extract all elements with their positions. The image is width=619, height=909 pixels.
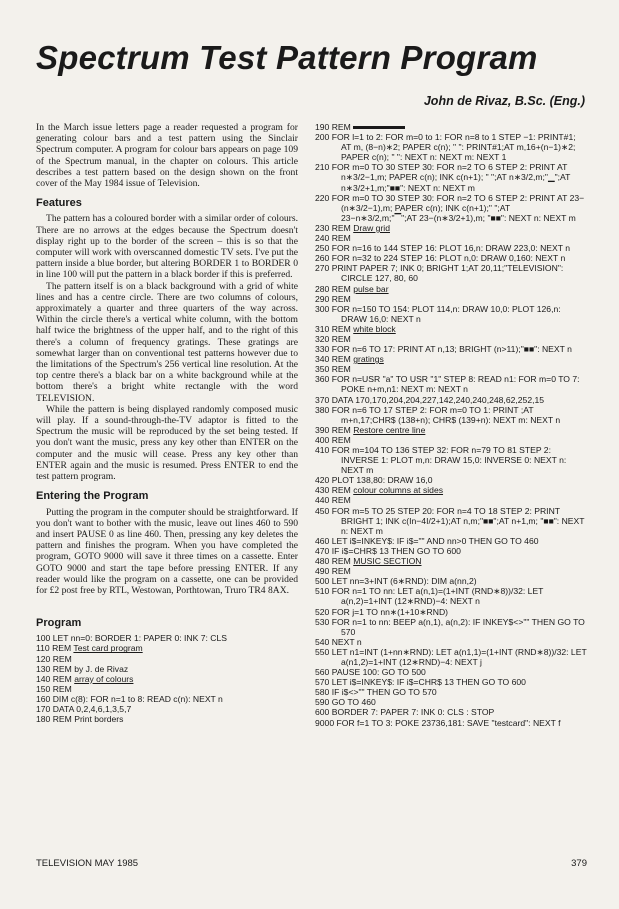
program-line: 360 FOR n=USR "a" TO USR "1" STEP 8: READ n1: FOR m=0 TO 7: POKE n+m,n1: NEXT m: NEXT n — [315, 374, 582, 395]
program-line: 500 LET nn=3+INT (6∗RND): DIM a(nn,2) — [315, 576, 477, 587]
article-sections — [36, 198, 298, 596]
program-line: 570 LET i$=INKEY$: IF i$=CHR$ 13 THEN GO TO 600 — [315, 677, 526, 688]
program-line: 510 FOR n=1 TO nn: LET a(n,1)=(1+INT (RND∗8))/32: LET a(n,2)=1+INT (12∗RND)−4: NEXT n — [315, 586, 546, 607]
page-number: 379 — [571, 858, 587, 869]
program-line: 290 REM — [315, 293, 351, 304]
body-paragraph: The pattern has a coloured border with a similar order of colours. There are no arrows at the edges because the Spectrum doesn't display right up to the border of the screen – this is so that the computer will work with overscanned domestic TV sets. I've put the pattern inside a blue border, but altering BORDER 1 to BORDER 0 in line 100 will put the pattern in a black border if this is preferred. — [36, 213, 298, 281]
section-heading: Features — [36, 197, 82, 210]
program-line: 260 FOR n=32 to 224 STEP 16: PLOT n,0: DRAW 0,160: NEXT n — [315, 253, 566, 264]
program-line: 440 REM — [315, 495, 351, 506]
program-line: 210 FOR m=0 TO 30 STEP 30: FOR n=2 TO 6 STEP 2: PRINT AT n∗3/2−1,m; PAPER c(n); INK c(n+1); " ";AT n∗3/2,m;"▁";AT n∗3/2+1,m;"■■": NEXT n: NEXT m — [315, 162, 573, 193]
program-line: 160 DIM c(8): FOR n=1 to 8: READ c(n): NEXT n — [36, 693, 223, 704]
footer-issue: TELEVISION MAY 1985 — [36, 858, 139, 869]
program-line: 470 IF i$=CHR$ 13 THEN GO TO 600 — [315, 545, 461, 556]
program-line: 390 REM Restore centre line — [315, 424, 426, 435]
program-line: 550 LET n1=INT (1+nn∗RND): LET a(n1,1)=(1+INT (RND∗8))/32: LET a(n1,2)=1+INT (12∗RND)−4: NEXT j — [315, 646, 589, 667]
left-column — [36, 122, 298, 724]
program-line: 300 FOR n=150 TO 154: PLOT 114,n: DRAW 10,0: PLOT 126,n: DRAW 16,0: NEXT n — [315, 303, 564, 324]
program-line: 100 LET nn=0: BORDER 1: PAPER 0: INK 7: CLS — [36, 633, 227, 644]
program-line: 330 FOR n=6 TO 17: PRINT AT n,13; BRIGHT (n>11);"■■": NEXT n — [315, 344, 572, 355]
article-title: Spectrum Test Pattern Program — [36, 39, 538, 76]
program-line: 410 FOR m=104 TO 136 STEP 32: FOR n=79 TO 81 STEP 2: INVERSE 1: PLOT m,n: DRAW 15,0: INVERSE 0: NEXT n: NEXT m — [315, 445, 569, 476]
program-line: 240 REM — [315, 233, 351, 244]
program-line: 110 REM Test card program — [36, 643, 143, 654]
program-line: 9000 FOR f=1 TO 3: POKE 23736,181: SAVE "testcard": NEXT f — [315, 717, 561, 728]
program-listing-right — [315, 122, 587, 728]
program-line: 420 PLOT 138,80: DRAW 16,0 — [315, 475, 433, 486]
program-line: 600 BORDER 7: PAPER 7: INK 0: CLS : STOP — [315, 707, 495, 718]
program-line: 370 DATA 170,170,204,204,227,142,240,240,248,62,252,15 — [315, 394, 545, 405]
program-line: 480 REM MUSIC SECTION — [315, 556, 422, 567]
program-line: 270 PRINT PAPER 7; INK 0; BRIGHT 1;AT 20,11;"TELEVISION": CIRCLE 127, 80, 60 — [315, 263, 566, 284]
program-line: 540 NEXT n — [315, 636, 362, 647]
program-line: 180 REM Print borders — [36, 714, 124, 725]
program-line: 320 REM — [315, 333, 351, 344]
program-line: 430 REM colour columns at sides — [315, 485, 444, 496]
program-line: 130 REM by J. de Rivaz — [36, 663, 129, 674]
program-heading: Program — [36, 617, 82, 630]
body-paragraph: Putting the program in the computer should be straightforward. If you don't want to bother with the music, leave out lines 460 to 590 and insert PAUSE 0 as line 460. Then, pressing any key deletes the pattern and finishes the program. When you have completed the program, GOTO 9000 will save it three times on a cassette. Enter GOTO 9000 and start the tape before pressing ENTER. If any reader would like the program on a cassette, one can be provided for £2 post free by RTL, Westowan, Porthtowan, Truro TR4 8AX. — [36, 506, 298, 596]
body-paragraph: While the pattern is being displayed randomly composed music will play. If a sound-through-the-TV adaptor is fitted to the Spectrum the music will be reproduced by the set being tested. If you don't want the music, press any key other than ENTER on the computer and the music will cease. Press any key other than ENTER again and the music is resumed. Press ENTER to end the test pattern program. — [36, 403, 298, 483]
program-line: 380 FOR n=6 TO 17 STEP 2: FOR m=0 TO 1: PRINT ;AT m+n,17;CHR$ (138+n); CHR$ (139+n): NEXT m: NEXT n — [315, 404, 561, 425]
program-line: 450 FOR m=5 TO 25 STEP 20: FOR n=4 TO 18 STEP 2: PRINT BRIGHT 1; INK c(In−4I/2+1);AT n,m;"■■";AT n+1,m; "■■": NEXT n: NEXT m — [315, 505, 587, 536]
program-line: 230 REM Draw grid — [315, 222, 390, 233]
intro-paragraph: In the March issue letters page a reader requested a program for generating colour bars and a test pattern using the Sinclair Spectrum computer. A program for colour bars appears on page 109 of the Spectrum manual, in the chapter on colours. This article describes a test pattern based on the design shown on the front cover of the May 1984 issue of Television. — [36, 122, 298, 190]
program-line: 150 REM — [36, 683, 72, 694]
program-line: 490 REM — [315, 566, 351, 577]
program-line: 310 REM white block — [315, 323, 396, 334]
program-line: 350 REM — [315, 364, 351, 375]
program-line: 340 REM gratings — [315, 354, 384, 365]
program-line: 190 REM — [315, 122, 587, 132]
program-listing-left — [36, 633, 298, 724]
program-line: 590 GO TO 460 — [315, 697, 376, 708]
program-line: 170 DATA 0,2,4,6,1,3,5,7 — [36, 703, 132, 714]
program-line: 530 FOR n=1 to nn: BEEP a(n,1), a(n,2): IF INKEY$<>"" THEN GO TO 570 — [315, 616, 588, 637]
program-line: 220 FOR m=0 TO 30 STEP 30: FOR n=2 TO 6 STEP 2: PRINT AT 23−(n∗3/2−1),m; PAPER c(n); INK c(n+1);" ";AT 23−n∗3/2,m;"▔";AT 23−(n∗3/2+1),m; "■■": NEXT n: NEXT m — [315, 192, 585, 223]
program-line: 200 FOR l=1 to 2: FOR m=0 to 1: FOR n=8 to 1 STEP −1: PRINT#1; AT m, (8−n)∗2; PAPER c(n); " ": PRINT#1;AT m,16+(n−1)∗2; PAPER c(n); " ": NEXT n: NEXT m: NEXT 1 — [315, 132, 578, 163]
body-paragraph: The pattern itself is on a black background with a grid of white lines and has a centre circle. There are two columns of colours, approximately a quarter and three quarters of the way across. Within the circle there's a vertical white column, with the bottom half twice the brightness of the upper half, and to the right of this there's a column of frequency gratings. These gratings are somewhat larger than on conventional test patterns however due to the limitations of the Spectrum's 256 vertical line resolution. At the top centre there's a black bar on a white background while at the bottom there's a bright white rectangle with the word TELEVISION. — [36, 280, 298, 404]
program-line: 580 IF i$<>"" THEN GO TO 570 — [315, 687, 437, 698]
rem-underline-bar — [353, 126, 405, 129]
program-line: 400 REM — [315, 434, 351, 445]
section-heading: Entering the Program — [36, 490, 149, 503]
program-line: 250 FOR n=16 to 144 STEP 16: PLOT 16,n: DRAW 223,0: NEXT n — [315, 243, 571, 254]
author-byline: John de Rivaz, B.Sc. (Eng.) — [423, 94, 585, 108]
program-line: 120 REM — [36, 653, 72, 664]
program-line: 560 PAUSE 100: GO TO 500 — [315, 667, 426, 678]
program-line: 140 REM array of colours — [36, 673, 134, 684]
program-line: 280 REM pulse bar — [315, 283, 389, 294]
program-line: 520 FOR j=1 TO nn∗(1+10∗RND) — [315, 606, 449, 617]
program-line: 460 LET i$=INKEY$: IF i$="" AND nn>0 THEN GO TO 460 — [315, 535, 539, 546]
